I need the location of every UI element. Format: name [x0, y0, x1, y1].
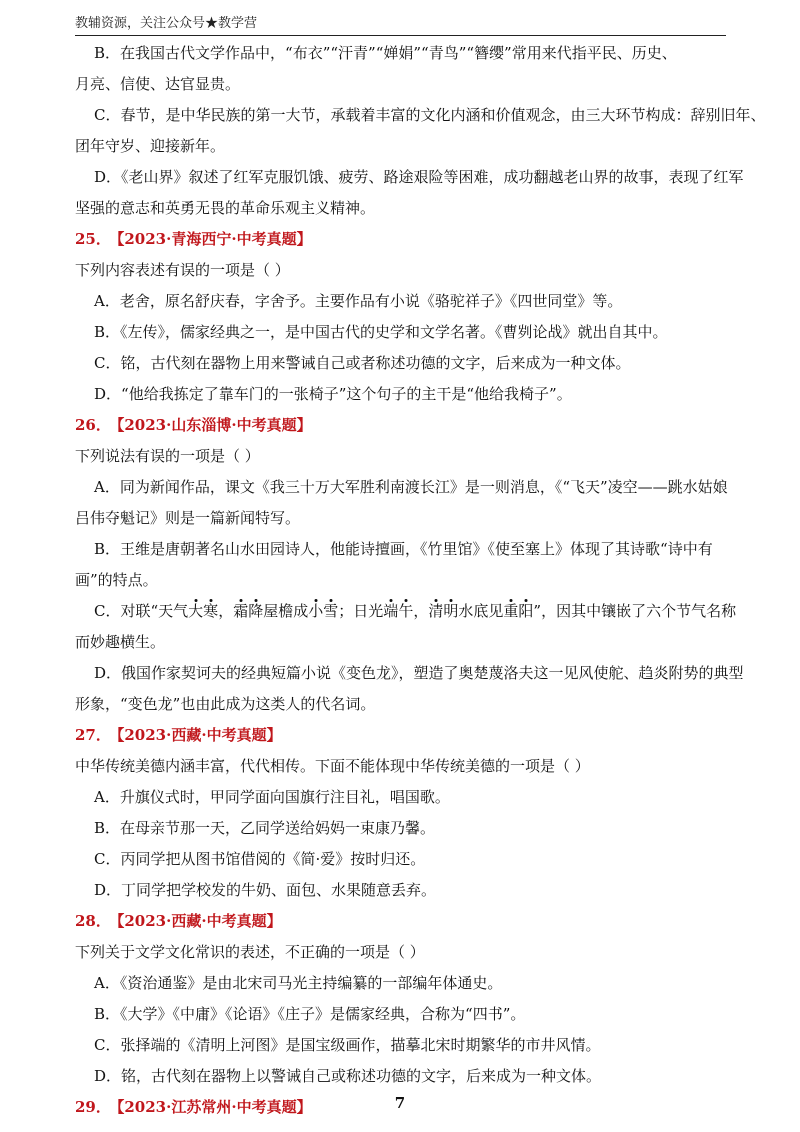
question-source: 【2023·江苏常州·中考真题】	[116, 1098, 312, 1116]
answer-option: B．在母亲节那一天，乙同学送给妈妈一束康乃馨。	[94, 819, 436, 837]
answer-option: A．老舍，原名舒庆春，字舍予。主要作品有小说《骆驼祥子》《四世同堂》等。	[94, 292, 623, 310]
question-stem: 中华传统美德内涵丰富，代代相传。下面不能体现中华传统美德的一项是（ ）	[75, 757, 590, 775]
emphasized-term: 霜降	[233, 602, 264, 620]
question-source: 【2023·山东淄博·中考真题】	[116, 416, 312, 434]
question-heading	[75, 224, 730, 255]
page-header: 教辅资源，关注公众号★教学营	[75, 12, 726, 36]
answer-option: B．《大学》《中庸》《论语》《庄子》是儒家经典，合称为“四书”。	[94, 1005, 526, 1023]
answer-option: B．《左传》，儒家经典之一，是中国古代的史学和文学名著。《曹刿论战》就出自其中。	[94, 323, 668, 341]
answer-option: A．升旗仪式时，甲同学面向国旗行注目礼，唱国歌。	[94, 788, 450, 806]
text-segment: C．对联“天气	[94, 602, 189, 620]
answer-option: D．俄国作家契诃夫的经典短篇小说《变色龙》，塑造了奥楚蔑洛夫这一见风使舵、趋炎附势的典型	[94, 664, 744, 682]
question-heading	[75, 906, 730, 937]
question-number: 25．	[75, 230, 111, 248]
answer-option: C．丙同学把从图书馆借阅的《简·爱》按时归还。	[94, 850, 426, 868]
answer-option: D．铭，古代刻在器物上以警诫自己或称述功德的文字，后来成为一种文体。	[94, 1067, 602, 1085]
text-segment: ；日光	[338, 602, 384, 620]
text-segment: 水底见	[458, 602, 504, 620]
text-segment: ”，因其中镶嵌了六个节气名称	[533, 602, 737, 620]
text-continuation: 月亮、信使、达官显贵。	[75, 75, 241, 93]
document-body	[75, 38, 766, 1123]
question-stem: 下列关于文学文化常识的表述，不正确的一项是（ ）	[75, 943, 425, 961]
text-continuation: 画”的特点。	[75, 571, 158, 589]
question-stem: 下列内容表述有误的一项是（ ）	[75, 261, 290, 279]
answer-option: B．在我国古代文学作品中，“布衣”“汗青”“婵娟”“青鸟”“簪缨”常用来代指平民、历史、	[94, 44, 677, 62]
page-number: 7	[394, 1094, 406, 1112]
answer-option: D．《老山界》叙述了红军克服饥饿、疲劳、路途艰险等困难，成功翻越老山界的故事，表现了红军	[94, 168, 744, 186]
emphasized-term: 重阳	[503, 602, 534, 620]
text-segment: ，	[218, 602, 234, 620]
text-continuation: 坚强的意志和英勇无畏的革命乐观主义精神。	[75, 199, 376, 217]
emphasized-term: 小雪	[308, 602, 339, 620]
answer-option	[75, 596, 737, 627]
question-source: 【2023·西藏·中考真题】	[116, 726, 282, 744]
answer-option: A．同为新闻作品，课文《我三十万大军胜利南渡长江》是一则消息，《“飞天”凌空——跳水姑娘	[94, 478, 728, 496]
answer-option: C．铭，古代刻在器物上用来警诫自己或者称述功德的文字，后来成为一种文体。	[94, 354, 631, 372]
emphasized-term: 清明	[428, 602, 459, 620]
answer-option: C．春节，是中华民族的第一大节，承载着丰富的文化内涵和价值观念，由三大环节构成：辞别旧年、	[94, 106, 766, 124]
text-continuation: 形象，“变色龙”也由此成为这类人的代名词。	[75, 695, 376, 713]
question-number: 29．	[75, 1098, 111, 1116]
text-segment: 屋檐成	[263, 602, 309, 620]
answer-option: D．丁同学把学校发的牛奶、面包、水果随意丢弃。	[94, 881, 437, 899]
question-number: 26．	[75, 416, 111, 434]
answer-option: C．张择端的《清明上河图》是国宝级画作，描摹北宋时期繁华的市井风情。	[94, 1036, 601, 1054]
answer-option: B．王维是唐朝著名山水田园诗人，他能诗擅画，《竹里馆》《使至塞上》体现了其诗歌“诗中有	[94, 540, 713, 558]
text-continuation: 吕伟夺魁记》则是一篇新闻特写。	[75, 509, 301, 527]
question-heading	[75, 410, 730, 441]
question-source: 【2023·青海西宁·中考真题】	[116, 230, 312, 248]
question-source: 【2023·西藏·中考真题】	[116, 912, 282, 930]
emphasized-term: 大寒	[188, 602, 219, 620]
emphasized-term: 端午	[383, 602, 414, 620]
question-number: 28．	[75, 912, 111, 930]
text-segment: ，	[413, 602, 429, 620]
question-heading	[75, 720, 730, 751]
text-continuation: 而妙趣横生。	[75, 633, 166, 651]
text-continuation: 团年守岁、迎接新年。	[75, 137, 226, 155]
answer-option: D．“他给我拣定了靠车门的一张椅子”这个句子的主干是“他给我椅子”。	[94, 385, 572, 403]
question-stem: 下列说法有误的一项是（ ）	[75, 447, 260, 465]
answer-option: A．《资治通鉴》是由北宋司马光主持编纂的一部编年体通史。	[94, 974, 503, 992]
question-number: 27．	[75, 726, 111, 744]
